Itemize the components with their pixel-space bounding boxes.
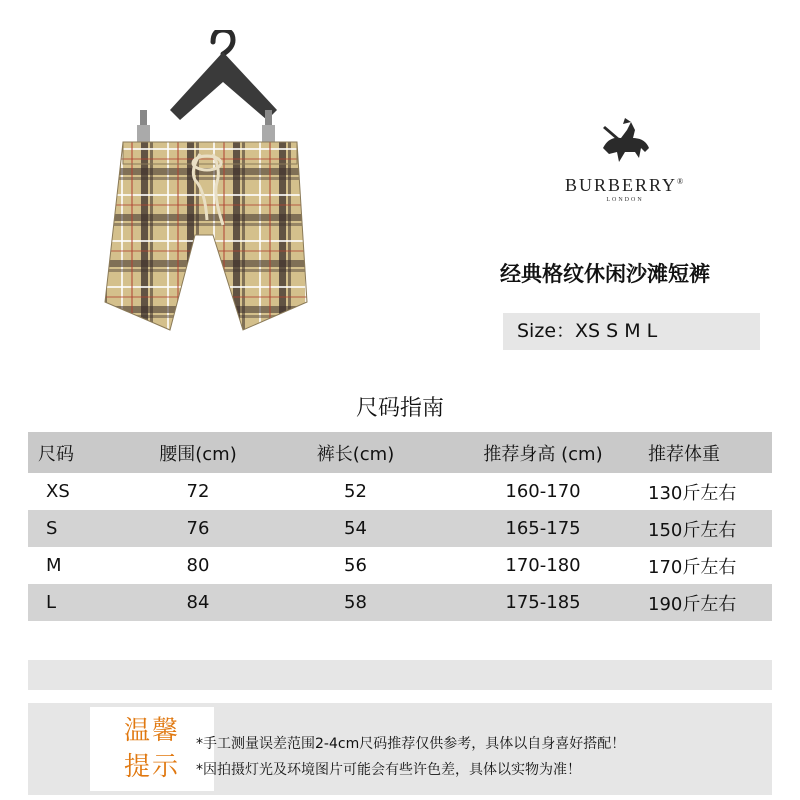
cell-size: S (46, 518, 58, 539)
size-guide-title: 尺码指南 (355, 396, 444, 421)
cell-size: M (46, 555, 62, 576)
cell-waist: 72 (186, 481, 210, 502)
cell-weight: 130斤左右 (648, 482, 737, 504)
table-row (28, 584, 772, 621)
table-row (28, 473, 772, 510)
brand-logo (530, 118, 720, 213)
cell-length: 56 (344, 555, 367, 576)
table-row (28, 510, 772, 547)
cell-weight: 170斤左右 (648, 556, 737, 578)
cell-length: 58 (344, 592, 367, 613)
product-photo (95, 30, 345, 350)
cell-size: L (46, 592, 57, 613)
brand-city: LONDON (606, 197, 644, 203)
header-length: 裤长(cm) (316, 443, 395, 465)
hanger-icon (213, 30, 233, 54)
table-header-row (28, 432, 772, 473)
cell-weight: 190斤左右 (648, 593, 737, 615)
product-title: 经典格纹休闲沙滩短裤 (500, 262, 710, 286)
equestrian-knight-icon (595, 118, 655, 170)
tips-label-line1: 温馨 (123, 716, 180, 746)
table-row (28, 547, 772, 584)
tips-panel (28, 703, 772, 795)
cell-waist: 76 (186, 518, 210, 539)
cell-height: 175-185 (505, 592, 581, 613)
header-weight: 推荐体重 (648, 443, 720, 465)
tip-measurement-note: *手工测量误差范围2-4cm尺码推荐仅供参考，具体以自身喜好搭配！ (196, 736, 626, 752)
cell-waist: 84 (186, 592, 210, 613)
tips-label-line2: 提示 (123, 752, 180, 782)
size-table (28, 432, 772, 621)
shorts-on-hanger-image (95, 30, 345, 350)
header-waist: 腰围(cm) (159, 443, 237, 465)
divider-bar (28, 660, 772, 690)
cell-length: 52 (344, 481, 367, 502)
cell-weight: 150斤左右 (648, 519, 737, 541)
tip-color-note: *因拍摄灯光及环境图片可能会有些许色差，具体以实物为准！ (196, 762, 581, 778)
cell-height: 160-170 (505, 481, 581, 502)
available-sizes: Size：XS S M L (503, 313, 760, 350)
cell-waist: 80 (186, 555, 210, 576)
cell-length: 54 (344, 518, 367, 539)
cell-height: 170-180 (505, 555, 581, 576)
brand-name: BURBERRY® (564, 175, 686, 195)
header-height: 推荐身高 (cm) (483, 443, 603, 465)
header-size: 尺码 (38, 443, 74, 465)
cell-size: XS (46, 481, 70, 502)
cell-height: 165-175 (505, 518, 581, 539)
